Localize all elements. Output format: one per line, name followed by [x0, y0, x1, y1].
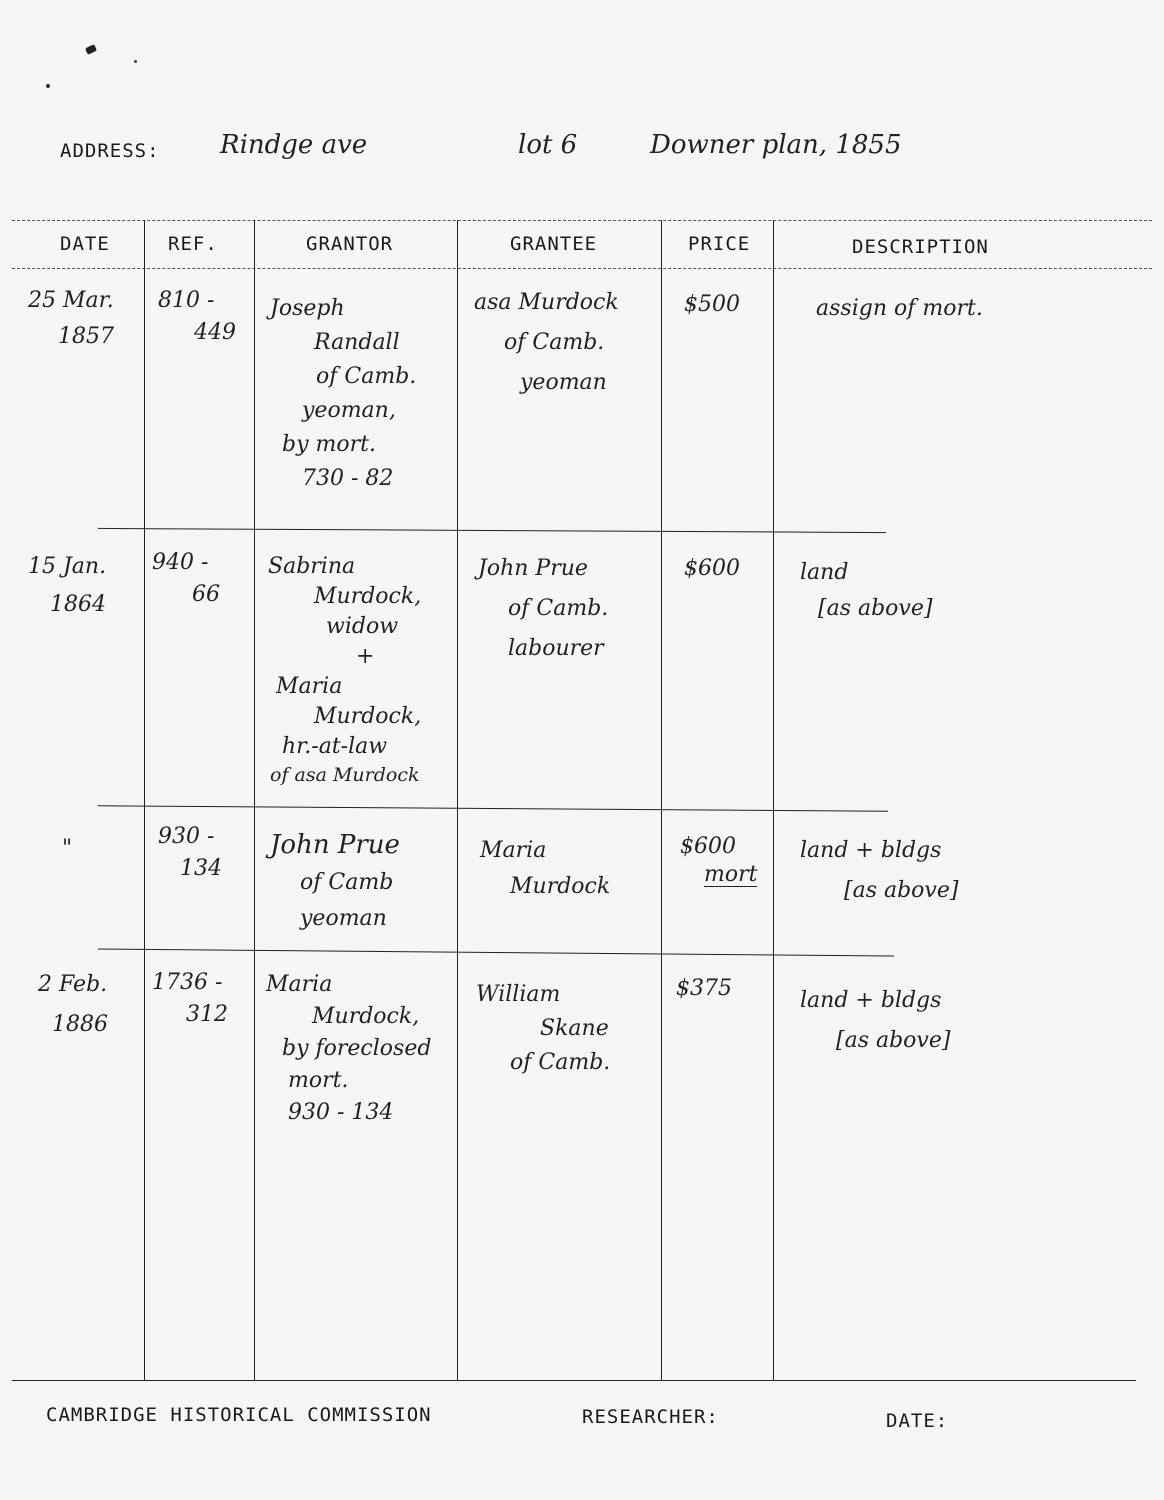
entry-1-description: assign of mort.	[816, 296, 983, 321]
col-divider-ref-grantor	[254, 220, 255, 1380]
col-divider-grantee-price	[661, 220, 662, 1380]
entry-4-description	[800, 990, 950, 1052]
entry-1-grantor-line: Joseph	[270, 296, 345, 321]
entry-1-grantor-line: yeoman,	[302, 398, 396, 423]
entry-4-grantee-line: William	[476, 982, 561, 1007]
entry-2-grantor-line: Maria	[276, 674, 343, 699]
address-label: ADDRESS:	[60, 140, 160, 162]
entry-2-description	[800, 562, 932, 620]
entry-2-description-line: [as above]	[818, 596, 933, 621]
entry-1-grantor-line: Randall	[314, 330, 400, 355]
entry-1-date	[28, 290, 114, 348]
entry-1-grantor-line: 730 - 82	[302, 466, 394, 491]
footer-researcher-label: RESEARCHER:	[582, 1406, 719, 1428]
entry-2-ref-book: 940 -	[152, 550, 209, 575]
entry-2-grantor	[268, 556, 421, 785]
entry-3-description	[800, 840, 958, 902]
entry-2-grantor-line: +	[356, 644, 375, 669]
entry-2-grantor-line: widow	[326, 614, 399, 639]
entry-3-ref	[158, 826, 222, 880]
entry-4-grantor-line: mort.	[288, 1068, 349, 1093]
col-header-ref: REF.	[168, 233, 218, 255]
entry-4-date-day: 2 Feb.	[38, 972, 108, 997]
entry-2-ref	[152, 552, 220, 606]
entry-2-grantee-line: of Camb.	[508, 596, 609, 621]
col-divider-grantor-grantee	[457, 220, 458, 1380]
entry-1-grantor	[270, 298, 416, 490]
address-lot: lot 6	[518, 130, 578, 160]
footer-border	[12, 1380, 1136, 1381]
entry-1-price: $500	[684, 292, 740, 317]
entry-2-date	[28, 556, 106, 616]
entry-4-grantee	[476, 984, 610, 1074]
entry-4-ref-book: 1736 -	[152, 970, 223, 995]
entry-3-price-note: mort	[704, 862, 758, 887]
entry-3-grantor-line: of Camb	[300, 870, 394, 895]
entry-3-grantor	[270, 832, 400, 930]
col-header-grantee: GRANTEE	[510, 233, 598, 255]
entry-1-ref-book: 810 -	[158, 288, 215, 313]
entry-4-ref	[152, 972, 228, 1026]
row-separator-1	[98, 528, 886, 533]
header-bottom-border	[12, 268, 1152, 269]
row-separator-3	[98, 949, 894, 957]
entry-2-grantor-line: Murdock,	[314, 704, 422, 729]
entry-2-grantee	[478, 558, 608, 660]
entry-2-grantor-line: Murdock,	[314, 584, 422, 609]
entry-2-description-line: land	[800, 560, 849, 585]
entry-4-description-line: [as above]	[836, 1028, 951, 1053]
footer-organization: CAMBRIDGE HISTORICAL COMMISSION	[46, 1404, 432, 1426]
entry-3-description-line: [as above]	[844, 878, 959, 903]
entry-3-price-amount: $600	[680, 834, 736, 859]
entry-4-date	[38, 974, 108, 1036]
entry-3-grantee-line: Murdock	[510, 874, 611, 899]
row-separator-2	[98, 805, 888, 812]
entry-4-description-line: land + bldgs	[800, 988, 942, 1013]
table-top-border	[12, 220, 1152, 221]
entry-4-grantor-line: Maria	[266, 972, 333, 997]
entry-3-grantor-line: yeoman	[300, 906, 387, 931]
entry-1-grantee-line: of Camb.	[504, 330, 605, 355]
entry-3-ref-book: 930 -	[158, 824, 215, 849]
entry-2-grantee-line: labourer	[508, 636, 604, 661]
entry-3-grantee	[480, 840, 610, 898]
entry-2-grantor-line: Sabrina	[268, 554, 356, 579]
entry-2-ref-page: 66	[192, 582, 220, 607]
entry-2-grantor-line: of asa Murdock	[270, 764, 420, 786]
entry-1-ref-page: 449	[194, 320, 236, 345]
speck-mark-dot	[134, 60, 137, 63]
entry-2-grantor-line: hr.-at-law	[282, 734, 388, 759]
entry-4-grantee-line: Skane	[540, 1016, 609, 1041]
entry-3-date-ditto: "	[62, 836, 73, 861]
speck-mark	[85, 44, 97, 55]
entry-1-grantee	[474, 292, 619, 394]
entry-4-grantor-line: 930 - 134	[288, 1100, 394, 1125]
entry-1-grantee-line: asa Murdock	[474, 290, 619, 315]
entry-1-grantee-line: yeoman	[520, 370, 607, 395]
col-header-description: DESCRIPTION	[852, 236, 989, 258]
entry-3-price	[680, 836, 757, 887]
entry-4-grantor	[266, 974, 431, 1124]
address-plan: Downer plan, 1855	[650, 130, 902, 160]
col-divider-price-desc	[773, 220, 774, 1380]
entry-2-date-day: 15 Jan.	[28, 554, 107, 579]
entry-1-date-day: 25 Mar.	[28, 288, 114, 313]
entry-3-grantee-line: Maria	[480, 838, 547, 863]
entry-3-description-line: land + bldgs	[800, 838, 942, 863]
entry-2-date-year: 1864	[50, 592, 106, 617]
entry-4-grantee-line: of Camb.	[510, 1050, 611, 1075]
entry-1-date-year: 1857	[58, 324, 114, 349]
speck-mark-small	[46, 84, 50, 88]
entry-3-ref-page: 134	[180, 856, 222, 881]
entry-4-grantor-line: by foreclosed	[282, 1036, 432, 1061]
entry-4-grantor-line: Murdock,	[312, 1004, 420, 1029]
col-divider-date-ref	[144, 220, 145, 1380]
col-header-price: PRICE	[688, 233, 751, 255]
footer-date-label: DATE:	[886, 1410, 949, 1432]
entry-3-grantor-line: John Prue	[270, 830, 400, 860]
entry-2-grantee-line: John Prue	[478, 556, 588, 581]
entry-1-grantor-line: by mort.	[282, 432, 376, 457]
col-header-grantor: GRANTOR	[306, 233, 394, 255]
entry-4-price: $375	[676, 976, 732, 1001]
entry-4-date-year: 1886	[52, 1012, 108, 1037]
address-street: Rindge ave	[220, 130, 368, 160]
col-header-date: DATE	[60, 233, 110, 255]
entry-1-grantor-line: of Camb.	[316, 364, 417, 389]
entry-1-ref	[158, 290, 236, 344]
entry-4-ref-page: 312	[186, 1002, 228, 1027]
entry-2-price: $600	[684, 556, 740, 581]
